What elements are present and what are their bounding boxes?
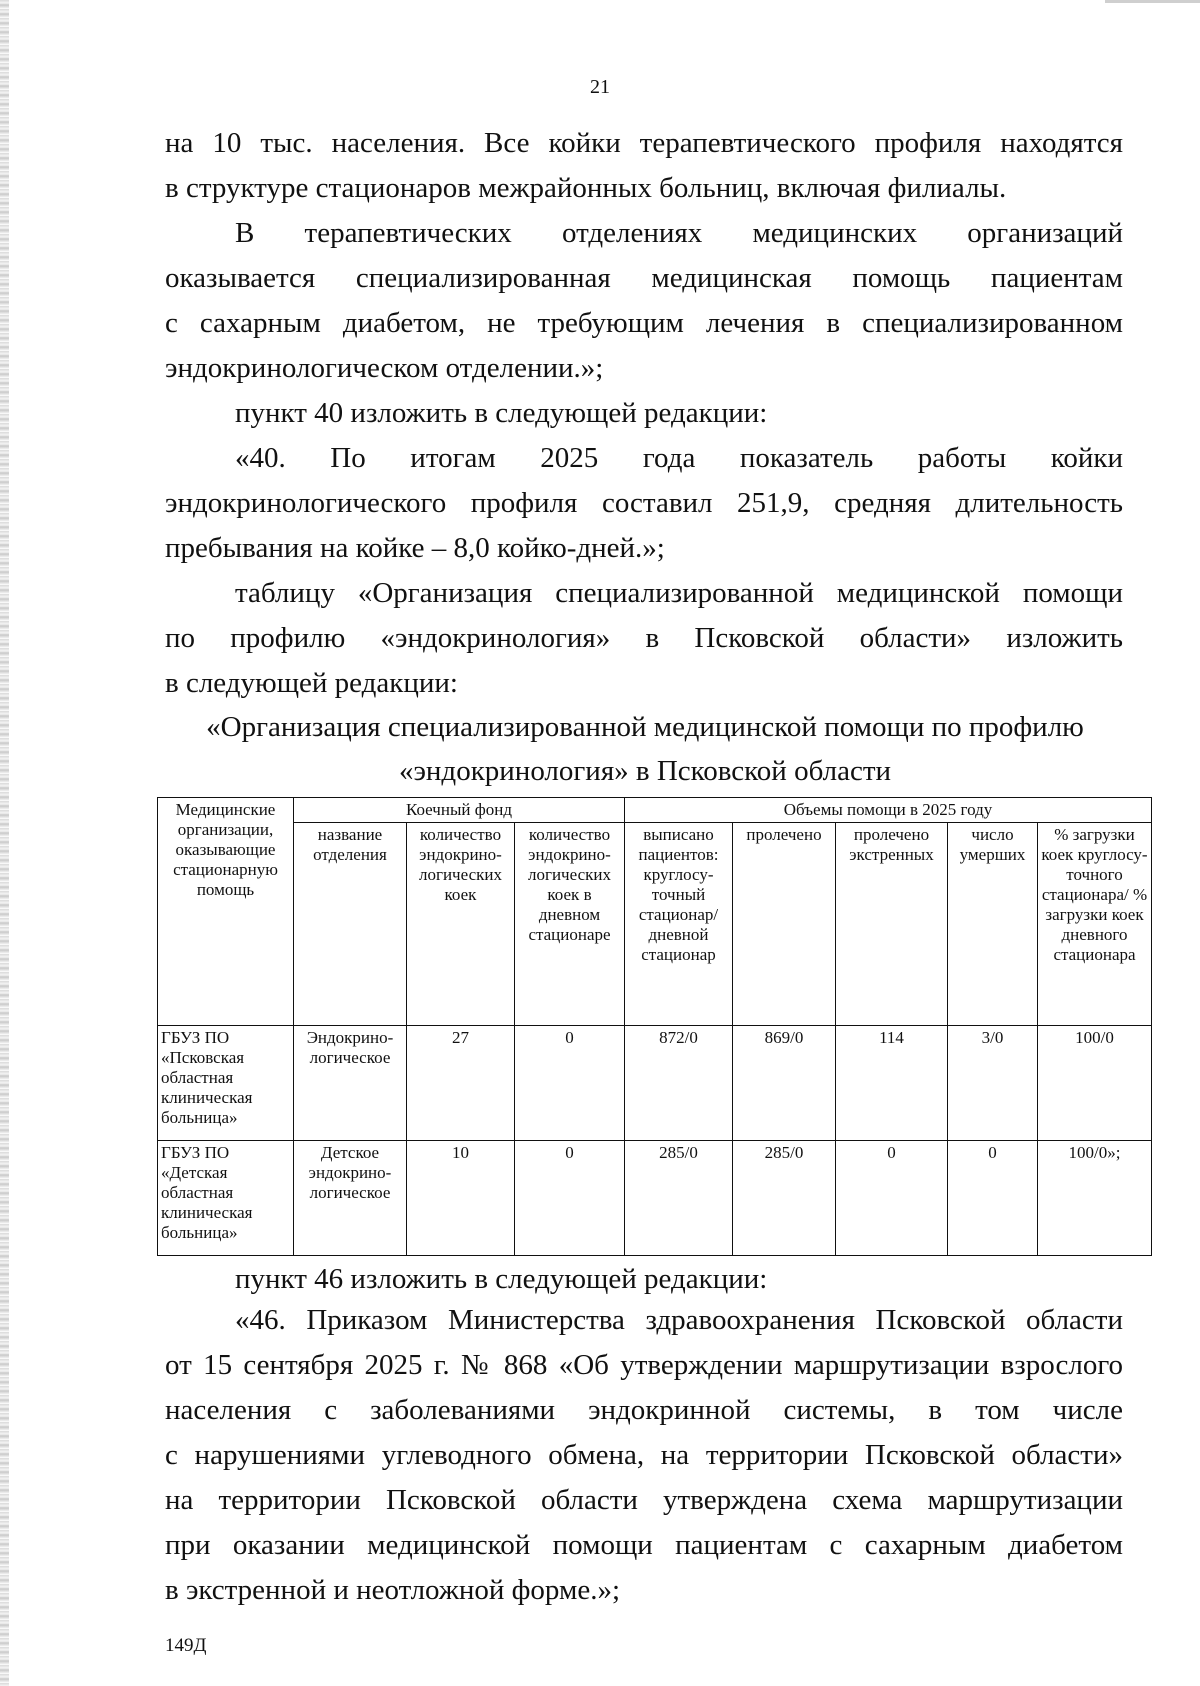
cell-treated-emergency: 0 [836,1141,948,1256]
cell-day-bed-count: 0 [515,1141,625,1256]
cell-treated-emergency: 114 [836,1026,948,1141]
paragraph-item-46 [165,1298,1123,1613]
text-line: от 15 сентября 2025 г. № 868 «Об утверждении маршрутизации взрослого [165,1349,1123,1381]
text-line: эндокринологического профиля составил 251,9, средняя длительность [165,487,1123,519]
text-line: пребывания на койке – 8,0 койко-дней.»; [165,532,665,564]
header-department-name: название отделения [294,823,407,1026]
paragraph-item-40-intro [165,391,1123,436]
text-line: на территории Псковской области утверждена схема маршрутизации [165,1484,1123,1516]
text-line: оказывается специализированная медицинская помощь пациентам [165,262,1123,294]
table-row [158,1026,1152,1141]
table-subheader-row [158,823,1152,1026]
cell-treated: 869/0 [733,1026,836,1141]
text-line: с сахарным диабетом, не требующим лечения в специализированном [165,307,1123,339]
text-line: при оказании медицинской помощи пациентам с сахарным диабетом [165,1529,1123,1561]
cell-day-bed-count: 0 [515,1026,625,1141]
paragraph-therapeutic-departments [165,211,1123,391]
cell-treated: 285/0 [733,1141,836,1256]
cell-bed-count: 27 [407,1026,515,1141]
cell-department: Эндокрино-логическое [294,1026,407,1141]
cell-bed-load: 100/0 [1038,1026,1152,1141]
table-row [158,1141,1152,1256]
cell-department: Детское эндокрино-логическое [294,1141,407,1256]
header-bed-count: количество эндокрино-логических коек [407,823,515,1026]
text-line: «46. Приказом Министерства здравоохранения Псковской области [235,1304,1123,1336]
header-volumes: Объемы помощи в 2025 году [625,798,1152,823]
text-line: по профилю «эндокринология» в Псковской области» изложить [165,622,1123,654]
header-bed-load: % загрузки коек круглосу-точного стационара/ % загрузки коек дневного стационара [1038,823,1152,1026]
cell-discharged: 285/0 [625,1141,733,1256]
document-code: 149Д [165,1635,207,1656]
header-treated: пролечено [733,823,836,1026]
scan-edge [0,0,9,1686]
cell-organization: ГБУЗ ПО «Детская областная клиническая больница» [158,1141,294,1256]
paragraph-beds-intro [165,121,1123,211]
header-bed-fund: Коечный фонд [294,798,625,823]
text-line: «40. По итогам 2025 года показатель работы койки [235,442,1123,474]
scan-edge-top [1105,0,1200,3]
paragraph-table-intro [165,571,1123,706]
paragraph-item-46-intro [165,1257,1123,1302]
text-line: населения с заболеваниями эндокринной системы, в том числе [165,1394,1123,1426]
cell-discharged: 872/0 [625,1026,733,1141]
cell-bed-count: 10 [407,1141,515,1256]
text-line: в структуре стационаров межрайонных больниц, включая филиалы. [165,172,1007,204]
table-title-line-2: «эндокринология» в Псковской области [398,755,892,787]
header-treated-emergency: пролечено экстренных [836,823,948,1026]
table-title-line-1: «Организация специализированной медицинской помощи по профилю [206,711,1084,743]
header-day-bed-count: количество эндокрино-логических коек в дневном стационаре [515,823,625,1026]
cell-deaths: 3/0 [948,1026,1038,1141]
endocrinology-table [157,797,1152,1256]
header-organizations: Медицинские организации, оказывающие стационарную помощь [158,798,294,1026]
text-line: с нарушениями углеводного обмена, на территории Псковской области» [165,1439,1123,1471]
text-line: пункт 40 изложить в следующей редакции: [235,397,768,429]
cell-deaths: 0 [948,1141,1038,1256]
text-line: эндокринологическом отделении.»; [165,352,604,384]
text-line: таблицу «Организация специализированной медицинской помощи [235,577,1123,609]
text-line: В терапевтических отделениях медицинских организаций [235,217,1123,249]
text-line: в экстренной и неотложной форме.»; [165,1574,621,1606]
text-line: на 10 тыс. населения. Все койки терапевтического профиля находятся [165,127,1123,159]
cell-bed-load: 100/0»; [1038,1141,1152,1256]
header-discharged: выписано пациентов: круглосу-точный стационар/ дневной стационар [625,823,733,1026]
text-line: пункт 46 изложить в следующей редакции: [235,1263,768,1295]
text-line: в следующей редакции: [165,667,458,699]
header-deaths: число умерших [948,823,1038,1026]
table-header-row [158,798,1152,823]
page-number: 21 [590,76,610,98]
paragraph-item-40 [165,436,1123,571]
cell-organization: ГБУЗ ПО «Псковская областная клиническая больница» [158,1026,294,1141]
